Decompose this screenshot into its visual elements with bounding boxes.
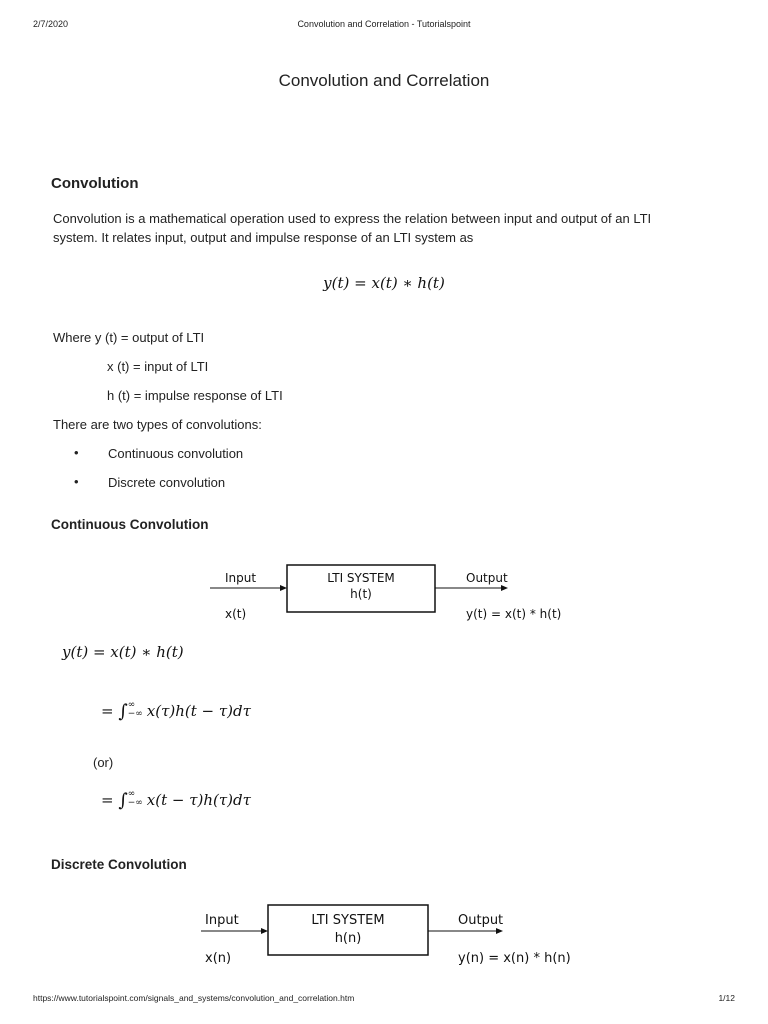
input-arrow-head	[280, 585, 287, 591]
diagram-output-label: Output	[458, 913, 504, 928]
integrand: x(τ)h(t − τ)dτ	[146, 702, 251, 720]
where-input-definition: x (t) = input of LTI	[107, 359, 209, 374]
page-url[interactable]: https://www.tutorialspoint.com/signals_and_systems/convolution_and_correlation.htm	[33, 993, 355, 1003]
page-number: 1/12	[718, 993, 735, 1003]
output-arrow-head	[501, 585, 508, 591]
continuous-eq-line-1: y(t) = x(t) ∗ h(t)	[62, 643, 184, 661]
section-heading-convolution: Convolution	[51, 175, 139, 192]
diagram-output-signal: y(n) = x(n) * h(n)	[458, 951, 571, 966]
upper-limit: ∞	[127, 700, 136, 710]
diagram-input-label: Input	[205, 913, 239, 928]
integral-limits	[128, 701, 143, 719]
list-item-discrete: Discrete convolution	[108, 475, 226, 490]
intro-paragraph-line-2: system. It relates input, output and impulse response of an LTI system as	[53, 230, 474, 245]
list-item-continuous: Continuous convolution	[108, 446, 244, 461]
convolution-equation: y(t) = x(t) ∗ h(t)	[323, 274, 445, 292]
or-text: (or)	[93, 755, 114, 770]
lower-limit: −∞	[127, 798, 143, 808]
integral-limits	[128, 790, 143, 808]
lti-box-title: LTI SYSTEM	[311, 913, 385, 928]
integral-sign: ∫	[118, 790, 128, 811]
print-date: 2/7/2020	[33, 19, 69, 29]
lower-limit: −∞	[127, 709, 143, 719]
where-impulse-definition: h (t) = impulse response of LTI	[107, 388, 283, 403]
diagram-input-signal: x(t)	[225, 607, 247, 621]
diagram-output-label: Output	[466, 571, 508, 585]
continuous-eq-line-3: = ∫ ∞ −∞ x(t − τ)h(τ)dτ	[101, 789, 251, 811]
continuous-eq-line-2: = ∫ ∞ −∞ x(τ)h(t − τ)dτ	[101, 700, 251, 722]
page-title: Convolution and Correlation	[278, 71, 490, 90]
input-arrow-head	[261, 928, 268, 934]
lti-box-impulse: h(n)	[334, 931, 362, 946]
integrand: x(t − τ)h(τ)dτ	[146, 791, 251, 809]
types-intro: There are two types of convolutions:	[53, 417, 262, 432]
where-output-definition: Where y (t) = output of LTI	[53, 330, 205, 345]
section-heading-discrete: Discrete Convolution	[51, 857, 187, 872]
lti-box-impulse: h(t)	[350, 587, 372, 601]
continuous-lti-block-diagram	[200, 560, 580, 630]
bullet-dot: •	[74, 445, 79, 460]
section-heading-continuous: Continuous Convolution	[51, 517, 209, 532]
upper-limit: ∞	[127, 789, 136, 799]
output-arrow-head	[496, 928, 503, 934]
print-header-title: Convolution and Correlation - Tutorialspoint	[297, 19, 471, 29]
diagram-input-signal: x(n)	[205, 951, 232, 966]
diagram-input-label: Input	[225, 571, 257, 585]
discrete-lti-block-diagram	[195, 900, 585, 972]
integral-sign: ∫	[118, 701, 128, 722]
diagram-output-signal: y(t) = x(t) * h(t)	[466, 607, 562, 621]
bullet-dot: •	[74, 474, 79, 489]
lti-box-title: LTI SYSTEM	[327, 571, 395, 585]
intro-paragraph-line-1: Convolution is a mathematical operation used to express the relation between input and output of an LTI	[53, 211, 652, 226]
